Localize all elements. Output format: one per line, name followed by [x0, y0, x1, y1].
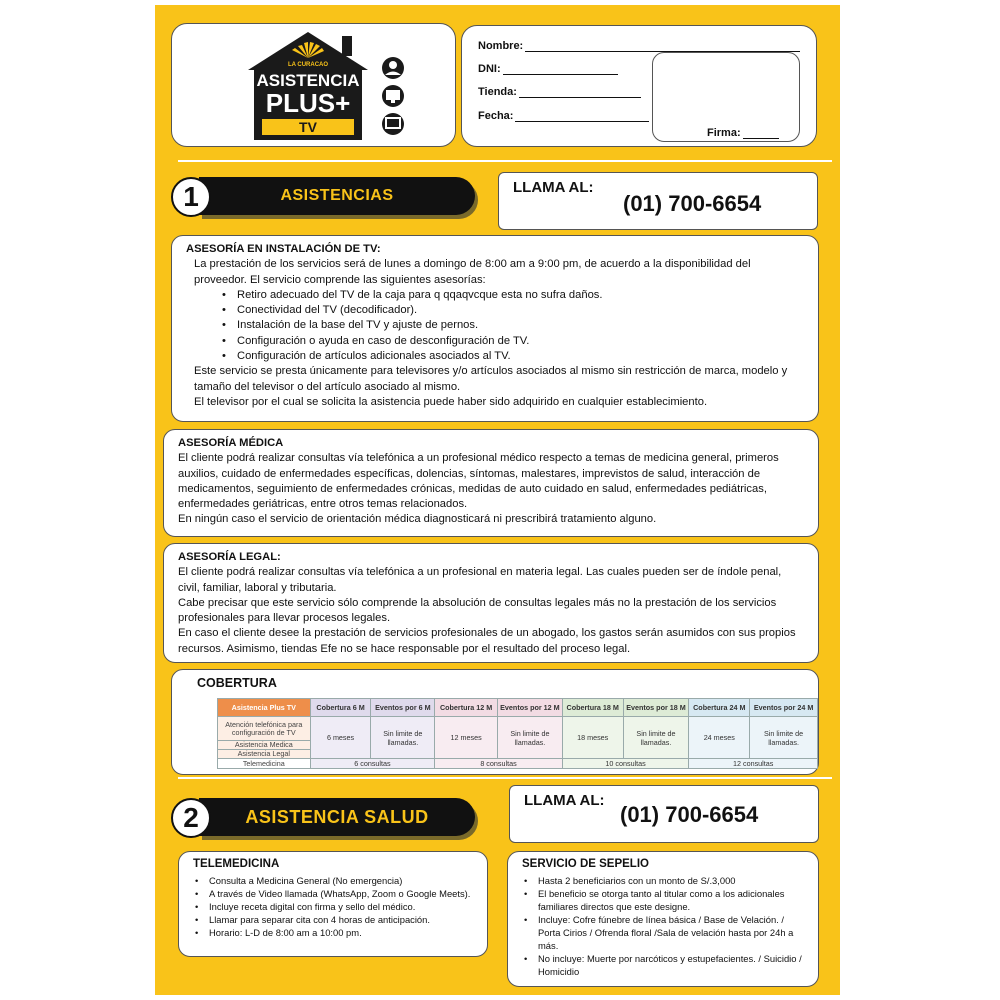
sepelio-list	[522, 874, 804, 978]
nombre-field[interactable]	[478, 40, 800, 52]
list-item: • Incluye: Cofre fúnebre de línea básica / Base de Velación. / Porta Cirios / Ofrenda floral /Sala de velación hasta por 24h a más.	[522, 913, 804, 952]
divider-bottom	[178, 777, 832, 779]
list-item: • Horario: L-D de 8:00 am a 10:00 pm.	[193, 926, 473, 939]
firma-label: Firma:	[707, 127, 741, 139]
firma-field	[707, 127, 779, 139]
events-cell: Sin limite de llamadas.	[371, 717, 435, 759]
table-row	[218, 717, 818, 741]
section-2-header	[171, 798, 477, 842]
call-label-1: LLAMA AL:	[513, 179, 594, 196]
col-header: Eventos por 6 M	[371, 699, 435, 717]
list-item: • Configuración o ayuda en caso de desconfiguración de TV.	[222, 334, 804, 349]
legal-paragraph-3: En caso el cliente desee la prestación de servicios profesionales de un abogado, los gastos serán asumidos con sus propios recursos. Asimismo, tiendas Efe no se hace responsable por el resultado del proceso legal.	[178, 627, 796, 655]
logo-line3: TV	[299, 119, 317, 135]
customer-form	[461, 25, 817, 147]
asistencia-plus-logo	[244, 28, 414, 146]
medica-paragraph-2: En ningún caso el servicio de orientación médica diagnosticará ni prescribirá tratamiento alguno.	[178, 513, 657, 526]
legal-title: ASESORÍA LEGAL:	[178, 551, 281, 563]
list-item: • A través de Video llamada (WhatsApp, Zoom o Google Meets).	[193, 887, 473, 900]
coverage-table	[217, 698, 818, 769]
telemedicina-cell: 8 consultas	[435, 759, 563, 769]
legal-paragraph-1: El cliente podrá realizar consultas vía telefónica a un profesional en materia legal. Las cuales pueden ser de índole penal, civil, familiar, laboral y tributaria.	[178, 566, 782, 594]
tienda-field[interactable]	[478, 86, 641, 98]
list-item: • Conectividad del TV (decodificador).	[222, 303, 804, 318]
logo-line1: ASISTENCIA	[256, 71, 360, 90]
coverage-cell: 12 meses	[435, 717, 498, 759]
coverage-cell: 18 meses	[562, 717, 623, 759]
telemedicina-title: TELEMEDICINA	[193, 858, 280, 870]
tv-icon	[382, 113, 404, 135]
section-2-pill	[199, 798, 475, 836]
fecha-label: Fecha:	[478, 110, 514, 122]
document-page	[155, 5, 840, 995]
tv-intro: La prestación de los servicios será de lunes a domingo de 8:00 am a 9:00 pm, de acuerdo a la disponibilidad del proveedor. El servicio comprende las siguientes asesorías:	[194, 258, 751, 286]
section-2-title: ASISTENCIA SALUD	[245, 806, 429, 827]
col-header: Cobertura 6 M	[310, 699, 371, 717]
col-header: Cobertura 24 M	[689, 699, 750, 717]
monitor-icon	[382, 85, 404, 107]
coverage-title: COBERTURA	[197, 676, 277, 690]
events-cell: Sin limite de llamadas.	[750, 717, 818, 759]
feature-cell: Asistencia Medica	[218, 741, 311, 750]
sepelio-title: SERVICIO DE SEPELIO	[522, 858, 649, 870]
doctor-icon	[382, 57, 404, 79]
signature-box[interactable]	[652, 52, 800, 142]
tv-installation-panel	[171, 235, 819, 422]
tv-items-list	[194, 288, 804, 364]
section-1-header	[171, 177, 477, 221]
list-item: • Consulta a Medicina General (No emergencia)	[193, 874, 473, 887]
funeral-service-panel	[507, 851, 819, 987]
events-cell: Sin limite de llamadas.	[498, 717, 563, 759]
telemedicina-cell: 6 consultas	[310, 759, 435, 769]
divider-top	[178, 160, 832, 162]
list-item: • Incluye receta digital con firma y sello del médico.	[193, 900, 473, 913]
table-row	[218, 759, 818, 769]
feature-cell: Asistencia Legal	[218, 750, 311, 759]
nombre-label: Nombre:	[478, 40, 524, 52]
coverage-cell: 24 meses	[689, 717, 750, 759]
feature-cell: Atención telefónica para configuración de TV	[218, 717, 311, 741]
list-item: • No incluye: Muerte por narcóticos y estupefacientes. / Suicidio / Homicidio	[522, 952, 804, 978]
events-cell: Sin limite de llamadas.	[623, 717, 689, 759]
col-header: Eventos por 24 M	[750, 699, 818, 717]
logo-brand: LA CURACAO	[287, 62, 329, 68]
section-1-number: 1	[171, 177, 211, 217]
dni-label: DNI:	[478, 63, 501, 75]
tienda-label: Tienda:	[478, 86, 517, 98]
legal-paragraph-2: Cabe precisar que este servicio sólo comprende la absolución de consultas legales más no la prestación de los servicios profesionales para llevar procesos legales.	[178, 596, 777, 625]
section-1-pill	[199, 177, 475, 215]
fecha-field[interactable]	[478, 110, 649, 122]
dni-field[interactable]	[478, 63, 618, 75]
tv-title: ASESORÍA EN INSTALACIÓN DE TV:	[186, 243, 381, 255]
tv-paragraph-2: El televisor por el cual se solicita la asistencia puede haber sido adquirido en cualquier establecimiento.	[194, 395, 708, 408]
tv-paragraph-1: Este servicio se presta únicamente para televisores y/o artículos asociados al mismo sin restricción de marca, modelo y tamaño del televisor o del artículo asociado al mismo.	[194, 365, 788, 393]
logo-line2: PLUS+	[265, 88, 351, 118]
call-label-2: LLAMA AL:	[524, 792, 605, 809]
list-item: • Configuración de artículos adicionales asociados al TV.	[222, 349, 804, 364]
col-header: Asistencia Plus TV	[218, 699, 311, 717]
telemedicine-panel	[178, 851, 488, 957]
telemedicina-cell: 12 consultas	[689, 759, 818, 769]
section-1-title: ASISTENCIAS	[280, 187, 394, 204]
list-item: • Retiro adecuado del TV de la caja para q qqaqvcque esta no sufra daños.	[222, 288, 804, 303]
telemedicina-list	[193, 874, 473, 939]
medica-paragraph-1: El cliente podrá realizar consultas vía telefónica a un profesional médico respecto a temas de medicina general, primeros auxilios, cuidado de enfermedades específicas, dolencias, síntomas, malestares, imprevistos de salud, interacción de medicamentos, seguimiento de enfermedades crónicas, medidas de auto cuidado en salud, enfermedades pediátricas, enfermedades geriátricas, entre otros temas relacionados.	[178, 452, 779, 511]
coverage-cell: 6 meses	[310, 717, 371, 759]
telemedicina-cell: 10 consultas	[562, 759, 689, 769]
list-item: • Hasta 2 beneficiarios con un monto de S/.3,000	[522, 874, 804, 887]
coverage-panel	[171, 669, 819, 775]
phone-number-2[interactable]: (01) 700-6654	[620, 802, 759, 827]
col-header: Cobertura 18 M	[562, 699, 623, 717]
coverage-header-row	[218, 699, 818, 717]
logo-panel	[171, 23, 456, 147]
list-item: • El beneficio se otorga tanto al titular como a los adicionales familiares directos que este designe.	[522, 887, 804, 913]
col-header: Cobertura 12 M	[435, 699, 498, 717]
list-item: • Instalación de la base del TV y ajuste de pernos.	[222, 318, 804, 333]
phone-number-1[interactable]: (01) 700-6654	[623, 191, 762, 216]
list-item: • Llamar para separar cita con 4 horas de anticipación.	[193, 913, 473, 926]
col-header: Eventos por 12 M	[498, 699, 563, 717]
medical-panel	[163, 429, 819, 537]
section-2-number: 2	[171, 798, 211, 838]
col-header: Eventos por 18 M	[623, 699, 689, 717]
feature-cell: Telemedicina	[218, 759, 311, 769]
legal-panel	[163, 543, 819, 663]
call-box-2	[509, 785, 819, 843]
call-box-1	[498, 172, 818, 230]
medica-title: ASESORÍA MÉDICA	[178, 437, 284, 449]
